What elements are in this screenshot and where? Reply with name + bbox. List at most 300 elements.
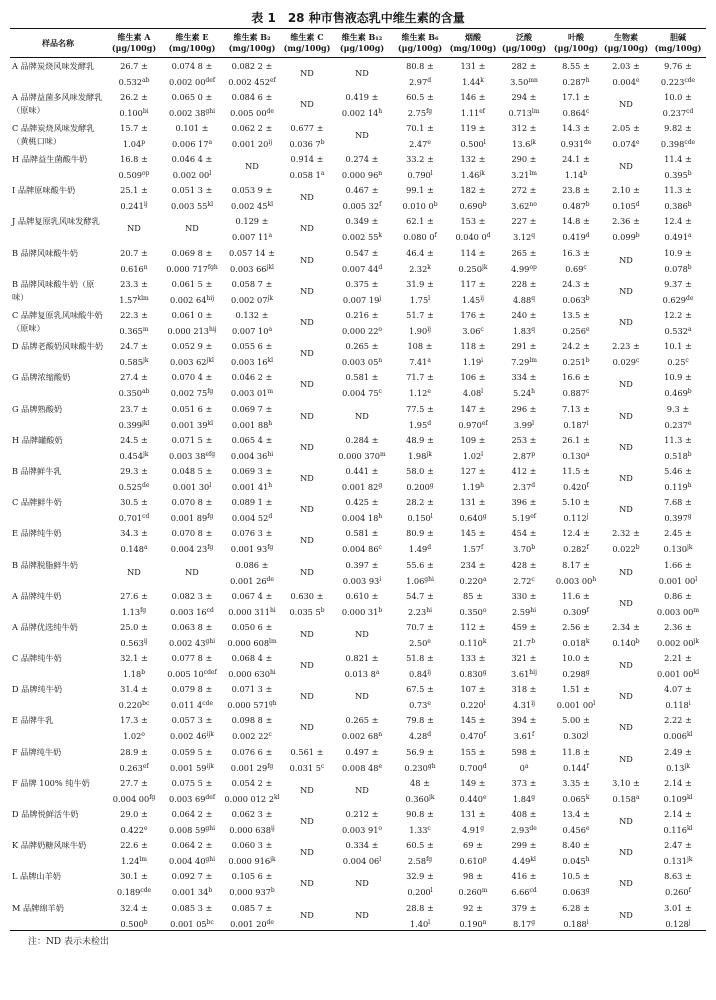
sd-value: 4.88 [512,294,532,305]
mean-value: 428 ± [511,559,537,570]
significance-letter: j [586,513,589,521]
value-cell [448,58,498,89]
table-row [10,120,706,151]
sd-value: 0.001 41 [231,481,269,492]
sd-value: 0.140 [612,637,636,648]
significance-letter: b [378,606,383,614]
significance-letter: jk [267,294,273,302]
value-cell [498,900,550,931]
significance-letter: m [379,450,386,458]
significance-letter: k [585,637,590,645]
mean-value: 32.4 ± [120,902,148,913]
sd-value: 1.02 [123,731,142,742]
not-detected: ND [619,909,633,920]
significance-letter: hi [426,606,433,614]
value-cell [602,712,650,743]
value-cell [222,494,282,525]
sd-value: 0.000 937 [229,887,271,898]
value-cell [498,744,550,775]
sd-value: 0.000 571 [227,700,269,711]
significance-letter: bc [142,700,150,708]
significance-letter: l [209,170,212,178]
value-cell [498,369,550,400]
mean-value: 0.334 ± [345,840,379,851]
significance-letter: hi [269,606,276,614]
mean-value: 312 ± [511,122,537,133]
significance-letter: h [585,77,590,84]
mean-value: 0.053 9 ± [231,185,273,196]
value-cell [332,588,392,619]
sd-value: 0.790 [407,170,431,181]
sd-value: 1.02 [462,450,482,461]
sd-value: 0.701 [118,513,143,524]
significance-letter: de [142,481,150,489]
value-cell [392,182,448,213]
significance-letter: ij [480,294,484,302]
mean-value: 0.284 ± [345,434,379,445]
mean-value: 0.581 ± [345,528,379,539]
value-cell [602,432,650,463]
mean-value: 2.23 ± [612,341,640,352]
mean-value: 77.5 ± [406,403,434,414]
significance-letter: fg [267,544,274,552]
not-detected: ND [619,98,633,109]
significance-letter: ij [427,326,431,333]
sd-value: 0.000 370 [338,450,380,461]
value-cell [222,806,282,837]
mean-value: 112 ± [460,621,486,632]
sd-value: 0.036 7 [289,138,321,149]
sd-value: 0.001 00 [658,575,696,586]
not-detected: ND [300,379,314,390]
value-cell [602,775,650,806]
sd-value: 2.47 [409,138,428,149]
mean-value: 0.914 ± [290,154,324,165]
mean-value: 10.9 ± [664,247,692,258]
significance-letter: c [268,731,272,739]
sd-value: 0.365 [119,326,143,336]
significance-letter: fg [426,107,433,115]
mean-value: 0.062 2 ± [231,122,273,133]
sd-value: 0.131 [663,856,687,867]
mean-value: 0.069 3 ± [231,465,273,476]
significance-letter: gh [268,700,277,708]
column-header: 维生素 B₆ (μg/100g) [392,29,448,58]
mean-value: 29.0 ± [120,809,148,819]
mean-value: 0.079 8 ± [171,684,213,695]
value-cell [222,900,282,931]
mean-value: 296 ± [511,403,537,414]
value-cell [602,619,650,650]
mean-value: 2.56 ± [562,621,590,632]
value-cell [106,744,162,775]
value-cell [282,369,332,400]
sd-value: 0.931 [560,138,585,149]
value-cell [222,463,282,494]
significance-letter: ef [142,762,149,770]
significance-letter: f [434,232,437,240]
sd-value: 0.003 00 [555,575,593,586]
significance-letter: c [427,825,431,832]
sd-value: 0.001 34 [171,887,209,898]
value-cell [282,525,332,556]
table-row [10,151,706,182]
sd-value: 4.49 [512,856,531,867]
sd-value: 0.000 717 [166,263,208,274]
mean-value: 149 ± [460,777,486,788]
value-cell [498,494,550,525]
value-cell [332,900,392,931]
significance-letter: l [483,700,486,708]
sd-value: 1.11 [460,107,480,118]
value-cell [282,120,332,151]
significance-letter: hi [269,669,276,677]
value-cell [550,58,602,89]
sd-value: 1.13 [121,606,141,617]
sd-value: 0.420 [563,481,587,492]
significance-letter: cde [140,887,152,895]
sample-name: B 品牌风味酸牛奶（原味） [12,278,95,302]
table-row [10,650,706,681]
mean-value: 145 ± [460,715,486,726]
column-header: 维生素 B₂ (mg/100g) [222,29,282,58]
mean-value: 2.14 ± [664,809,692,819]
significance-letter: g [687,513,692,521]
value-cell [332,775,392,806]
significance-letter: ghi [205,107,216,115]
value-cell [222,58,282,89]
value-cell [650,89,706,120]
value-cell [332,712,392,743]
not-detected: ND [355,628,369,639]
table-row [10,182,706,213]
sd-value: 0.002 00 [172,170,210,181]
sd-value: 0.078 [664,263,688,274]
significance-letter: ij [531,700,535,708]
sd-value: 1.90 [408,326,428,336]
significance-letter: ij [270,825,275,832]
mean-value: 0.561 ± [290,746,324,757]
sd-value: 0.532 [118,77,143,87]
sd-value: 3.06 [462,326,481,336]
value-cell [222,525,282,556]
not-detected: ND [355,909,369,920]
sd-value: 7.41 [409,357,428,368]
not-detected: ND [300,410,314,421]
significance-letter: b [687,170,692,178]
table-row [10,775,706,806]
significance-letter: d [378,263,383,271]
mean-value: 0.074 8 ± [171,61,213,71]
significance-letter: c [586,388,590,396]
value-cell [332,58,392,89]
value-cell [162,245,222,276]
not-detected: ND [300,660,314,671]
significance-letter: h [480,481,485,489]
mean-value: 25.1 ± [120,185,148,196]
significance-letter: f [688,887,691,895]
not-detected: ND [300,285,314,296]
value-cell [162,58,222,89]
significance-letter: j [586,731,589,739]
not-detected: ND [127,566,141,577]
mean-value: 9.76 ± [664,61,692,71]
value-cell [106,650,162,681]
value-cell [392,213,448,244]
value-cell [602,276,650,307]
value-cell [162,650,222,681]
significance-letter: fg [140,606,147,614]
sd-value: 0.130 [562,450,586,461]
sd-value: 2.58 [407,856,427,867]
value-cell [650,837,706,868]
value-cell [448,868,498,899]
sd-value: 0.150 [407,513,431,524]
mean-value: 17.3 ± [120,715,148,726]
mean-value: 2.32 ± [612,528,640,539]
column-header: 维生素 C (mg/100g) [282,29,332,58]
sd-value: 0.128 [665,918,689,929]
mean-value: 7.13 ± [562,403,590,414]
not-detected: ND [300,784,314,795]
not-detected: ND [355,68,369,78]
value-cell [282,744,332,775]
mean-value: 0.089 1 ± [231,497,273,508]
mean-value: 2.22 ± [664,715,692,726]
significance-letter: k [585,793,590,801]
significance-letter: e [427,700,431,708]
mean-value: 99.1 ± [406,185,434,196]
mean-value: 48.9 ± [406,434,434,445]
value-cell [162,525,222,556]
value-cell [106,401,162,432]
significance-letter: lm [529,170,537,178]
mean-value: 0.065 0 ± [171,91,213,102]
sd-value: 0.220 [460,700,484,711]
value-cell [650,245,706,276]
mean-value: 1.66 ± [664,559,692,570]
mean-value: 7.68 ± [664,497,692,508]
sd-value: 0.008 59 [168,825,206,835]
significance-letter: op [529,263,537,271]
significance-letter: gh [427,762,436,770]
not-detected: ND [300,192,314,203]
significance-letter: n [378,357,383,365]
sd-value: 2.87 [512,450,532,461]
significance-letter: lm [139,856,147,864]
significance-letter: f [481,544,484,552]
sd-value: 0.003 62 [170,357,207,368]
value-cell [550,120,602,151]
mean-value: 13.4 ± [562,809,590,819]
value-cell [162,120,222,151]
sd-value: 0.251 [562,357,586,368]
value-cell [332,681,392,712]
significance-letter: c [636,357,640,365]
mean-value: 0.058 7 ± [231,278,273,289]
value-cell [332,276,392,307]
value-cell [448,494,498,525]
sd-value: 0.006 17 [171,138,209,149]
value-cell [550,151,602,182]
mean-value: 2.49 ± [664,746,692,757]
value-cell [332,182,392,213]
not-detected: ND [300,504,314,515]
sd-value: 0.525 [118,481,143,492]
mean-value: 10.9 ± [664,372,692,383]
sd-value: 0.003 55 [170,201,208,212]
not-detected: ND [619,285,633,296]
sd-value: 0.002 452 [228,77,270,87]
significance-letter: jk [142,450,149,458]
sd-value: 0.004 18 [341,513,379,524]
value-cell [448,588,498,619]
value-cell [392,712,448,743]
sd-value: 1.40 [409,918,429,929]
significance-letter: h [268,481,273,489]
value-cell [448,120,498,151]
sd-value: 0.130 [663,544,687,555]
significance-letter: mn [528,77,538,84]
mean-value: 1.51 ± [562,684,590,695]
value-cell [448,89,498,120]
significance-letter: b [687,263,692,271]
significance-letter: b [270,887,275,895]
significance-letter: g [585,669,590,677]
significance-letter: d [427,731,432,739]
mean-value: 0.067 4 ± [231,590,273,601]
value-cell [282,650,332,681]
mean-value: 0.425 ± [345,497,379,508]
sd-value: 0.119 [664,481,688,492]
value-cell [550,213,602,244]
significance-letter: b [482,201,487,209]
significance-letter: l [428,918,431,926]
mean-value: 0.216 ± [345,310,379,320]
not-detected: ND [619,161,633,172]
sd-value: 0.002 43 [168,637,206,648]
value-cell [392,58,448,89]
mean-value: 0.677 ± [290,122,324,133]
sd-value: 2.97 [408,77,428,87]
significance-letter: h [378,107,383,115]
sd-value: 4.91 [461,825,481,835]
sd-value: 0.188 [563,918,587,929]
value-cell [106,775,162,806]
value-cell [392,463,448,494]
sd-value: 2.75 [407,107,427,118]
mean-value: 0.86 ± [664,590,692,601]
sd-value: 0.035 5 [289,606,321,617]
significance-letter: g [480,825,485,832]
value-cell [392,650,448,681]
significance-letter: l [430,887,433,895]
mean-value: 2.10 ± [612,185,640,196]
value-cell [602,494,650,525]
value-cell [550,338,602,369]
mean-value: 227 ± [511,216,537,227]
mean-value: 33.2 ± [406,154,434,165]
sd-value: 1.44 [462,77,481,87]
sd-value: 0.010 0 [402,201,434,212]
significance-letter: l [532,419,535,427]
mean-value: 127 ± [460,465,486,476]
value-cell [162,806,222,837]
mean-value: 0.077 8 ± [171,653,213,664]
sd-value: 1.45 [461,294,481,305]
not-detected: ND [300,98,314,109]
significance-letter: jkl [266,263,274,271]
sd-value: 1.14 [564,170,584,181]
sd-value: 0.063 [562,887,586,898]
significance-letter: fg [207,513,214,521]
significance-letter: ab [142,388,150,396]
value-cell [222,681,282,712]
significance-letter: e [635,138,640,146]
value-cell [162,307,222,338]
not-detected: ND [355,784,369,795]
significance-letter: de [266,575,274,583]
sample-name: H 品牌罐酸奶 [12,434,63,445]
significance-letter: ghi [205,825,216,832]
value-cell [448,837,498,868]
sd-value: 0.002 75 [170,388,208,399]
value-cell [448,744,498,775]
sd-value: 0.074 [612,138,636,149]
mean-value: 23.3 ± [120,278,148,289]
sd-value: 0.001 59 [170,762,207,773]
value-cell [392,432,448,463]
value-cell [392,557,448,588]
value-cell [602,151,650,182]
value-cell [498,58,550,89]
value-cell [162,338,222,369]
not-detected: ND [300,909,314,920]
significance-letter: kl [693,669,700,677]
sample-name: F 品牌纯牛奶 [12,746,62,757]
mean-value: 155 ± [460,746,486,757]
value-cell [282,868,332,899]
significance-letter: a [524,762,529,770]
mean-value: 145 ± [460,528,486,539]
value-cell [282,588,332,619]
sd-value: 0.003 01 [230,388,268,399]
mean-value: 0.057 14 ± [229,247,275,258]
value-cell [602,837,650,868]
value-cell [106,58,162,89]
mean-value: 0.105 6 ± [231,871,273,882]
value-cell [392,619,448,650]
value-cell [448,182,498,213]
value-cell [106,120,162,151]
sd-value: 2.72 [513,575,532,586]
value-cell [498,650,550,681]
sd-value: 21.7 [512,637,532,648]
significance-letter: b [143,918,148,926]
value-cell [392,868,448,899]
value-cell [162,837,222,868]
mean-value: 0.051 3 ± [171,185,213,196]
mean-value: 80.9 ± [406,528,434,539]
sample-name: B 品牌脱脂鲜牛奶 [12,559,78,570]
value-cell [332,494,392,525]
value-cell [550,744,602,775]
sd-value: 0.440 [459,793,483,804]
not-detected: ND [300,816,314,826]
sd-value: 0.298 [562,669,586,680]
sd-value: 0.610 [459,856,483,867]
sd-value: 0.302 [563,731,587,742]
